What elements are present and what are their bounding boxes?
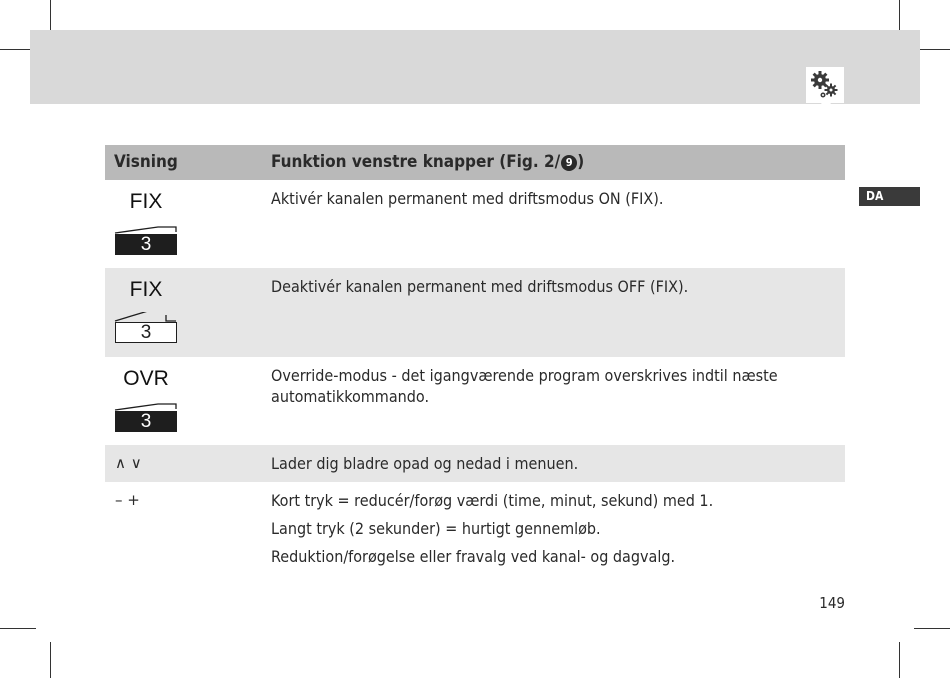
crop-mark [0, 628, 36, 629]
page-number: 149 [819, 594, 845, 612]
symbol-label: FIX [129, 278, 163, 301]
fix-off-symbol [114, 278, 178, 350]
channel-number: 3 [115, 411, 177, 432]
channel-number: 3 [115, 322, 177, 343]
table-row [105, 482, 845, 577]
plus-minus-keys-label: – + [115, 491, 140, 509]
column-header-function: Funktion venstre knapper (Fig. 2/ 9 ) [271, 152, 585, 172]
function-text: Kort tryk = reducér/forøg værdi (time, minut, sekund) med 1. Langt tryk (2 sekunder) = hurtigt gennemløb. Reduktion/forøgelse eller fravalg ved kanal- og dagvalg. [271, 491, 714, 566]
symbol-label: FIX [129, 190, 163, 213]
header-banner [30, 30, 920, 104]
fix-on-symbol [114, 190, 178, 262]
function-text: Lader dig bladre opad og nedad i menuen. [271, 454, 579, 473]
crop-mark [899, 642, 900, 678]
table-row [105, 268, 845, 357]
function-table [105, 145, 845, 577]
crop-mark [50, 642, 51, 678]
arrow-keys-label: ∧ ∨ [115, 454, 142, 472]
channel-number: 3 [115, 234, 177, 255]
figure-ref-badge: 9 [561, 155, 577, 171]
table-row [105, 357, 845, 445]
language-tab: DA [859, 187, 920, 206]
table-row [105, 180, 845, 268]
table-row [105, 445, 845, 482]
gears-icon [806, 67, 844, 103]
function-text: Deaktivér kanalen permanent med driftsmodus OFF (FIX). [271, 277, 689, 296]
table-header [105, 145, 845, 180]
crop-mark [914, 628, 950, 629]
function-text: Aktivér kanalen permanent med driftsmodus ON (FIX). [271, 189, 664, 208]
settings-badge [806, 67, 844, 103]
column-header-display: Visning [114, 152, 178, 172]
function-text: Override-modus - det igangværende program overskrives indtil næste automatikkommando. [271, 366, 778, 406]
override-symbol [114, 367, 178, 439]
symbol-label: OVR [123, 367, 169, 390]
